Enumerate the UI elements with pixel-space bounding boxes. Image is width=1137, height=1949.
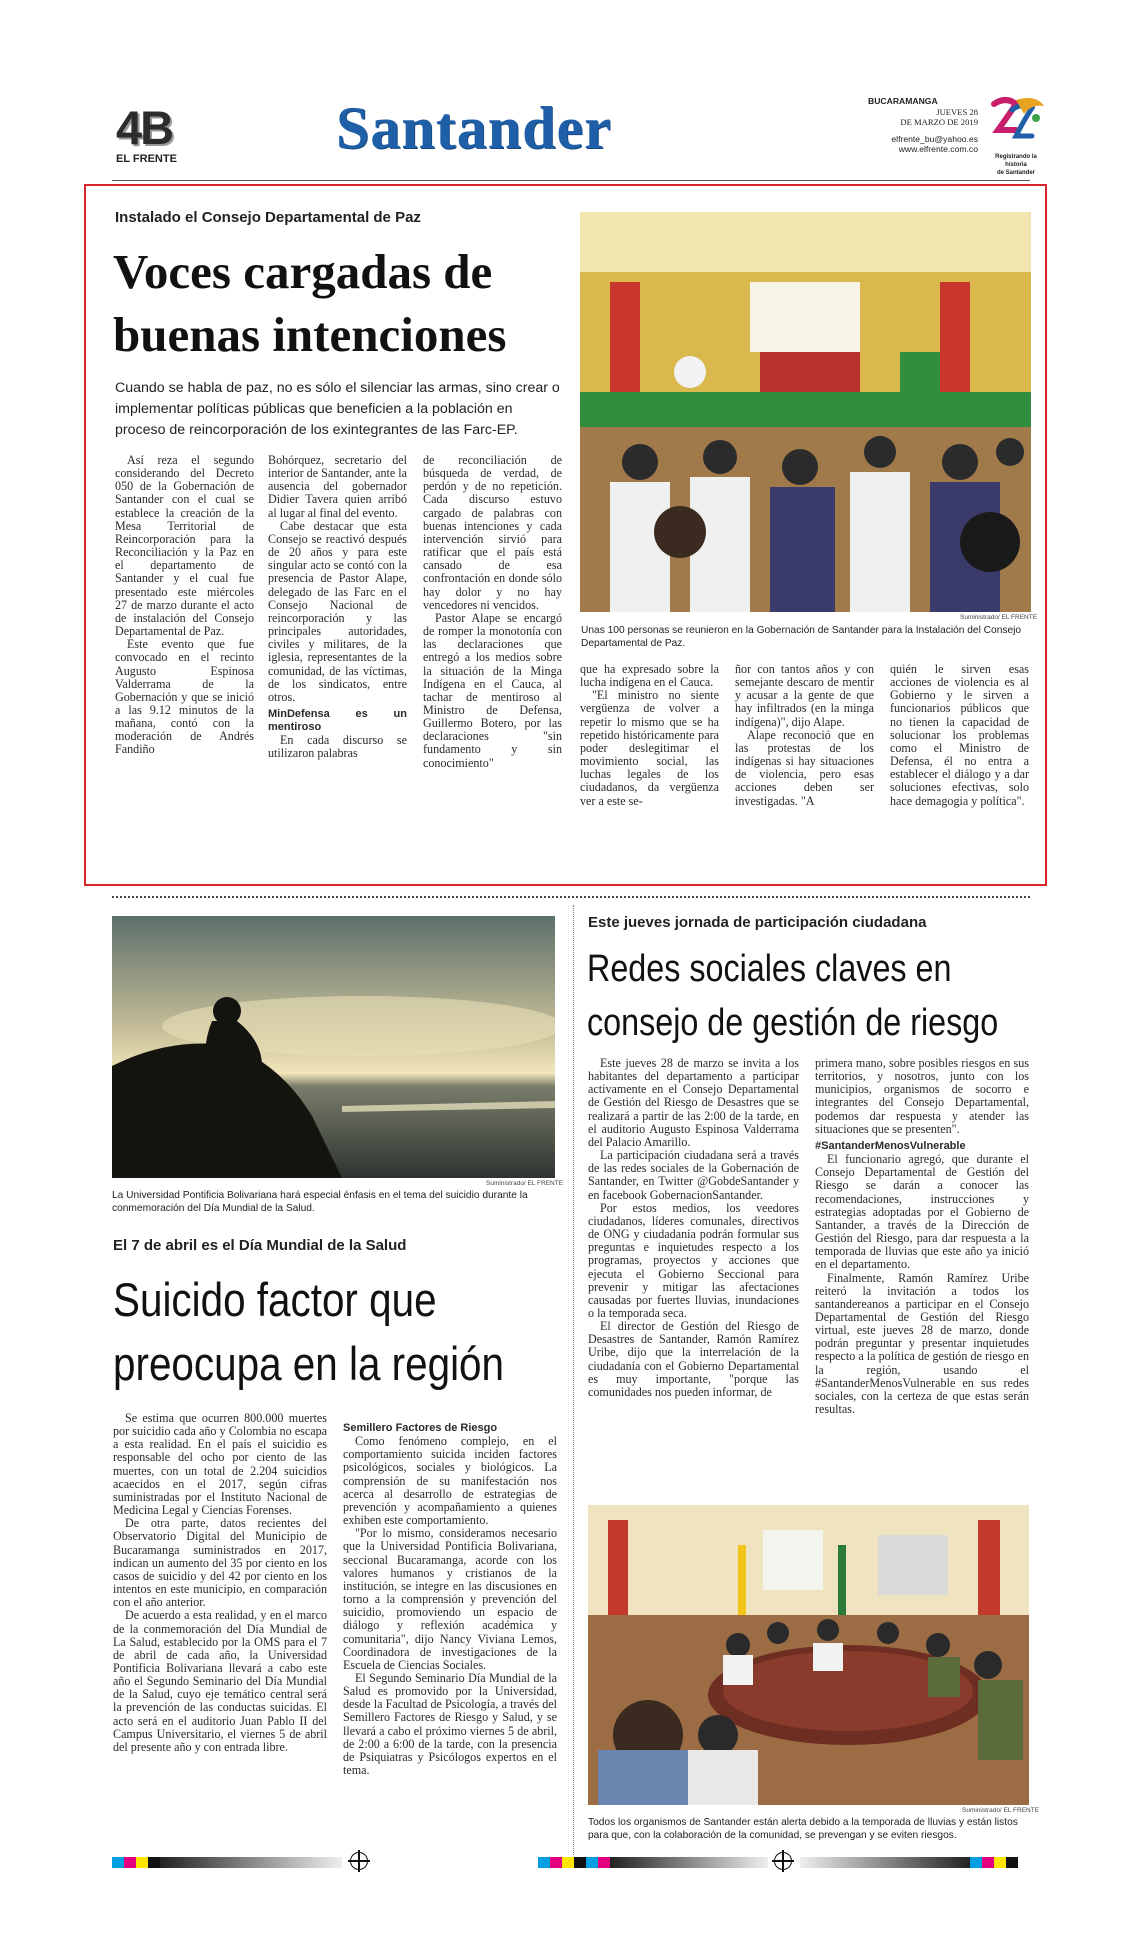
- article3-caption: Todos los organismos de Santander están alerta debido a la temporada de lluvias y están listos para que, con la colaboración de la comunidad, se prevengan y se eviten riesgos.: [588, 1817, 1018, 1841]
- header-email: elfrente_bu@yahoo.es: [891, 133, 978, 144]
- article1-headline-line2: buenas intenciones: [113, 307, 507, 362]
- paper-name: EL FRENTE: [116, 153, 177, 165]
- registration-bar-left: [112, 1857, 342, 1869]
- badge-caption-2: de Santander: [996, 170, 1035, 176]
- article3-photo-credit: Suministrado/ EL FRENTE: [962, 1807, 1040, 1814]
- registration-crosshair-left-icon: [350, 1852, 368, 1870]
- article2-photo-credit: Suministrado/ EL FRENTE: [486, 1180, 564, 1187]
- article3-headline-line2: consejo de gestión de riesgo: [587, 1002, 999, 1044]
- sunset-silhouette-photo-icon: [112, 916, 555, 1178]
- article3-col2-p2: El funcionario agregó, que durante el Consejo Departamental de Gestión del Riesgo se darán a conocer las recomendaciones, instrucciones y estrategias adoptadas por el Gobierno de Santander, a través de la Dirección de Gestión del Riesgo, para dar respuesta a la temporada de lluvias que este año ya inició en el departamento.: [815, 1152, 1029, 1272]
- article2-caption: La Universidad Pontificia Bolivariana hará especial énfasis en el tema del suicidio durante la conmemoración del Día Mundial de la Salud.: [112, 1190, 528, 1214]
- article1-col5-p1: ñor con tantos años y con semejante descaro de mentir y acusar a la gente de que hay infiltrados (en la minga indígena)", dijo Alape.: [735, 663, 874, 729]
- page-number: 4B: [116, 101, 173, 154]
- anniversary-badge: [986, 96, 1046, 176]
- meeting-table-photo-icon: [588, 1505, 1029, 1805]
- header-date-1: JUEVES 28: [936, 106, 978, 117]
- article3-column-2: [815, 1057, 1029, 1487]
- article1-headline-line1: Voces cargadas de: [113, 244, 493, 299]
- article2-column-2: [343, 1422, 557, 1847]
- conference-room-photo-icon: [580, 212, 1031, 612]
- article3-col1-p2: La participación ciudadana será a través de las redes sociales de la Gobernación de Santander, en Twitter @GobdeSantander y en facebook GobernacionSantander.: [588, 1148, 799, 1202]
- article1-col3-p1: de reconciliación de búsqueda de verdad, de perdón y de no repetición. Cada discurso estuvo cargado de palabras con buenas intenciones y cada intervención sirvió para ratificar que el país está cansado de esa confrontación en donde sólo hay dolor y no hay vencedores ni vencidos.: [423, 454, 562, 612]
- article2-col1-p3: De acuerdo a esta realidad, y en el marco de la conmemoración del Día Mundial de La Salud, establecido por la OMS para el 7 de abril de cada año, la Universidad Pontificia Bolivariana llevará a cabo este año el Segundo Seminario del Día Mundial de la Salud, cuyo eje temático central será la prevención de las conductas suicidas. El acto será en el auditorio Juan Pablo II del Campus Universitario, el viernes 5 de abril del presente año y con entrada libre.: [113, 1608, 327, 1754]
- article1-column-1: [115, 454, 254, 874]
- header-website: www.elfrente.com.co: [898, 144, 978, 154]
- article1-photo: [580, 212, 1031, 612]
- article1-column-6: [890, 663, 1029, 877]
- article2-column-1: [113, 1412, 327, 1847]
- article1-col3-p2: Pastor Alape se encargó de romper la monotonía con las declaraciones que entregó a los medios sobre la situación de la Minga Indígena en el Cauca, al tachar de mentiroso al Ministro de Defensa, Guillermo Botero, por las declaraciones "sin fundamento y sin conocimiento": [423, 610, 562, 770]
- article3-column-1: [588, 1057, 799, 1487]
- article2-headline-line2: preocupa en la región: [113, 1337, 505, 1390]
- article3-col2-p3: Finalmente, Ramón Ramírez Uribe reiteró la invitación a todos los santandereanos a participar en el Consejo Departamental de Gestión del Riesgo virtual, este jueves 28 de marzo, donde podrán preguntar y presentar inquietudes respecto a la política de gestión de riesgo en la región, usando el #SantanderMenosVulnerable en sus redes sociales, con la certeza de que estas serán resultas.: [815, 1270, 1029, 1417]
- article2-col2-subhead: Semillero Factores de Riesgo: [343, 1422, 498, 1434]
- article2-col1-p2: De otra parte, datos recientes del Observatorio Digital del Municipio de Bucaramanga suministrados en 2017, indican un aumento del 35 por ciento en los casos de suicidio y del 42 por ciento en los intentos en este municipio, en comparación con el año anterior.: [113, 1516, 327, 1610]
- registration-crosshair-right-icon: [774, 1852, 792, 1870]
- anniversary-logo-icon: [986, 96, 1046, 148]
- section-title: Santander: [336, 95, 612, 161]
- article1-col2-p1: Bohórquez, secretario del interior de Santander, ante la ausencia del gobernador Didier Tavera quien arribó al lugar al final del evento.: [268, 454, 407, 520]
- article3-kicker: Este jueves jornada de participación ciudadana: [588, 914, 927, 931]
- article3-col1-p4: El director de Gestión del Riesgo de Desastres de Santander, Ramón Ramírez Uribe, dijo que la interrelación de la ciudadanía con el Gobierno Departamental es muy importante, "porque las comunidades nos pueden informar, de: [588, 1319, 799, 1399]
- article3-col1-p1: Este jueves 28 de marzo se invita a los habitantes del departamento a participar activamente en el Consejo Departamental de Gestión del Riesgo de Desastres que se realizará a partir de las 2:00 de la tarde, en el auditorio Augusto Espinosa Valderrama del Palacio Amarillo.: [588, 1057, 799, 1149]
- article1-lead: Cuando se habla de paz, no es sólo el silenciar las armas, sino crear o implementar políticas públicas que beneficien a la población en proceso de reincorporación de los exintegrantes de las Farc-EP.: [115, 380, 560, 438]
- header-rule: [112, 180, 1030, 181]
- article3-headline-line1: Redes sociales claves en: [587, 948, 952, 990]
- article2-col2-p3: El Segundo Seminario Día Mundial de la Salud es promovido por la Universidad, desde la Facultad de Psicología, a través del Semillero Factores de Riesgo y Salud, y se llevará a cabo el próximo viernes 5 de abril, de 2:00 a 6:00 de la tarde, con la presencia de Psiquiatras y Psicólogos expertos en el tema.: [343, 1670, 557, 1778]
- article1-photo-credit: Suministrado/ EL FRENTE: [960, 614, 1038, 621]
- badge-caption-1: Registrando la historia: [995, 154, 1037, 168]
- article3-col1-p3: Por estos medios, los veedores ciudadanos, líderes comunales, directivos de ONG y ciudadanía podrán formular sus preguntas e inquietudes respecto a los programas, proyectos y acciones que ejecuta el Gobierno Seccional para prevenir y mitigar las afectaciones causadas por fuertes lluvias, inundaciones o la temporada seca.: [588, 1200, 799, 1320]
- article2-photo: [112, 916, 555, 1178]
- article3-col2-subhead: #SantanderMenosVulnerable: [815, 1139, 966, 1152]
- article1-column-3: [423, 454, 562, 874]
- article1-col2-p2: Cabe destacar que esta Consejo se reactivó después de 20 años y para este singular acto se contó con la presencia de Pastor Alape, delegado de las Farc en el Consejo Nacional de reincorporación y las principales autoridades, civiles y militares, de la iglesia, representantes de la comunidad, de las víctimas, de los sindicatos, entre otros.: [268, 518, 407, 704]
- article2-headline-line1: Suicido factor que: [113, 1273, 437, 1326]
- article3-photo: [588, 1505, 1029, 1805]
- article2-col2-p2: "Por lo mismo, consideramos necesario que la Universidad Pontificia Bolivariana, seccional Bucaramanga, acorde con los valores humanos y cristianos de la institución, se integre en las discusiones en torno a la comprensión y prevención del suicidio, promoviendo un espacio de diálogo y reflexión académica y comunitaria", dijo Nancy Viviana Lemos, Coordinadora de investigaciones de la Escuela de Ciencias Sociales.: [343, 1526, 557, 1672]
- article2-kicker: El 7 de abril es el Día Mundial de la Salud: [113, 1237, 407, 1254]
- article1-column-5: [735, 663, 874, 877]
- article1-col2-p3: En cada discurso se utilizaron palabras: [268, 733, 407, 761]
- article1-col1-p2: Este evento que fue convocado en el recinto Augusto Espinosa Valderrama de la Gobernación y que se inició a las 9.12 minutos de la mañana, contó con la moderación de Andrés Fandiño: [115, 637, 254, 757]
- article1-col2-subhead: MinDefensa es un mentiroso: [268, 707, 407, 734]
- article2-headline: [113, 1268, 573, 1396]
- registration-bar-right: [800, 1857, 1030, 1869]
- header-date-2: DE MARZO DE 2019: [900, 117, 978, 127]
- article1-col4-p1: que ha expresado sobre la lucha indígena en el Cauca.: [580, 663, 719, 690]
- page-header: [0, 0, 1137, 180]
- article1-col6-p1: quién le sirven esas acciones de violencia es al Gobierno y le sirven a funcionarios públicos que no tienen la capacidad de solucionar los problemas como el Ministro de Defensa, él no entra a establecer el diálogo y a dar soluciones efectivas, solo hace demagogia y política".: [890, 663, 1029, 808]
- article1-col5-p2: Alape reconoció que en las protestas de los indígenas si hay situaciones de violencia, pero esas acciones deben ser investigadas. "A: [735, 727, 874, 808]
- article1-headline: [113, 240, 583, 366]
- header-city: BUCARAMANGA: [868, 96, 938, 106]
- column-divider: [573, 905, 574, 1855]
- registration-bar-center: [538, 1857, 768, 1869]
- article1-kicker: Instalado el Consejo Departamental de Paz: [115, 209, 421, 226]
- article3-col2-p1: primera mano, sobre posibles riesgos en sus territorios, y nosotros, junto con los municipios, organismos de socorro e integrantes del Consejo Departamental, podemos dar respuesta y atender las situaciones que se presenten".: [815, 1057, 1029, 1136]
- article1-column-2: [268, 454, 407, 874]
- article2-col2-p1: Como fenómeno complejo, en el comportamiento suicida inciden factores psicológicos, sociales y biológicos. La comprensión de su manifestación nos acerca al desarrollo de estrategias de prevención y acompañamiento a quienes exhiben este comportamiento.: [343, 1434, 557, 1528]
- article1-col4-p2: "El ministro no siente vergüenza de volver a repetir lo mismo que se ha repetido históricamente para poder deslegitimar el movimiento social, las luchas legales de los ciudadanos, da vergüenza ver a este se-: [580, 688, 719, 808]
- section-divider: [112, 896, 1030, 898]
- article1-column-4: [580, 663, 719, 877]
- article2-col1-p1: Se estima que ocurren 800.000 muertes por suicidio cada año y Colombia no escapa a esta realidad. En el país el suicidio es responsable del ocho por ciento de las muertes, con un total de 2.204 suicidios acaecidos en el 2017, según cifras suministradas por el Instituto Nacional de Medicina Legal y Ciencias Forenses.: [113, 1412, 327, 1518]
- article1-caption: Unas 100 personas se reunieron en la Gobernación de Santander para la Instalación del Consejo Departamental de Paz.: [581, 625, 1022, 649]
- header-info: [868, 96, 978, 155]
- article1-col1-p1: Así reza el segundo considerando del Decreto 050 de la Gobernación de Santander con el cual se establece la creación de la Mesa Territorial de Reincorporación para la Reconciliación y la Paz en el departamento de Santander y el cual fue presentado este miércoles 27 de marzo durante el acto de instalación del Consejo Departamental de Paz.: [115, 454, 254, 639]
- article3-headline: [587, 942, 1037, 1050]
